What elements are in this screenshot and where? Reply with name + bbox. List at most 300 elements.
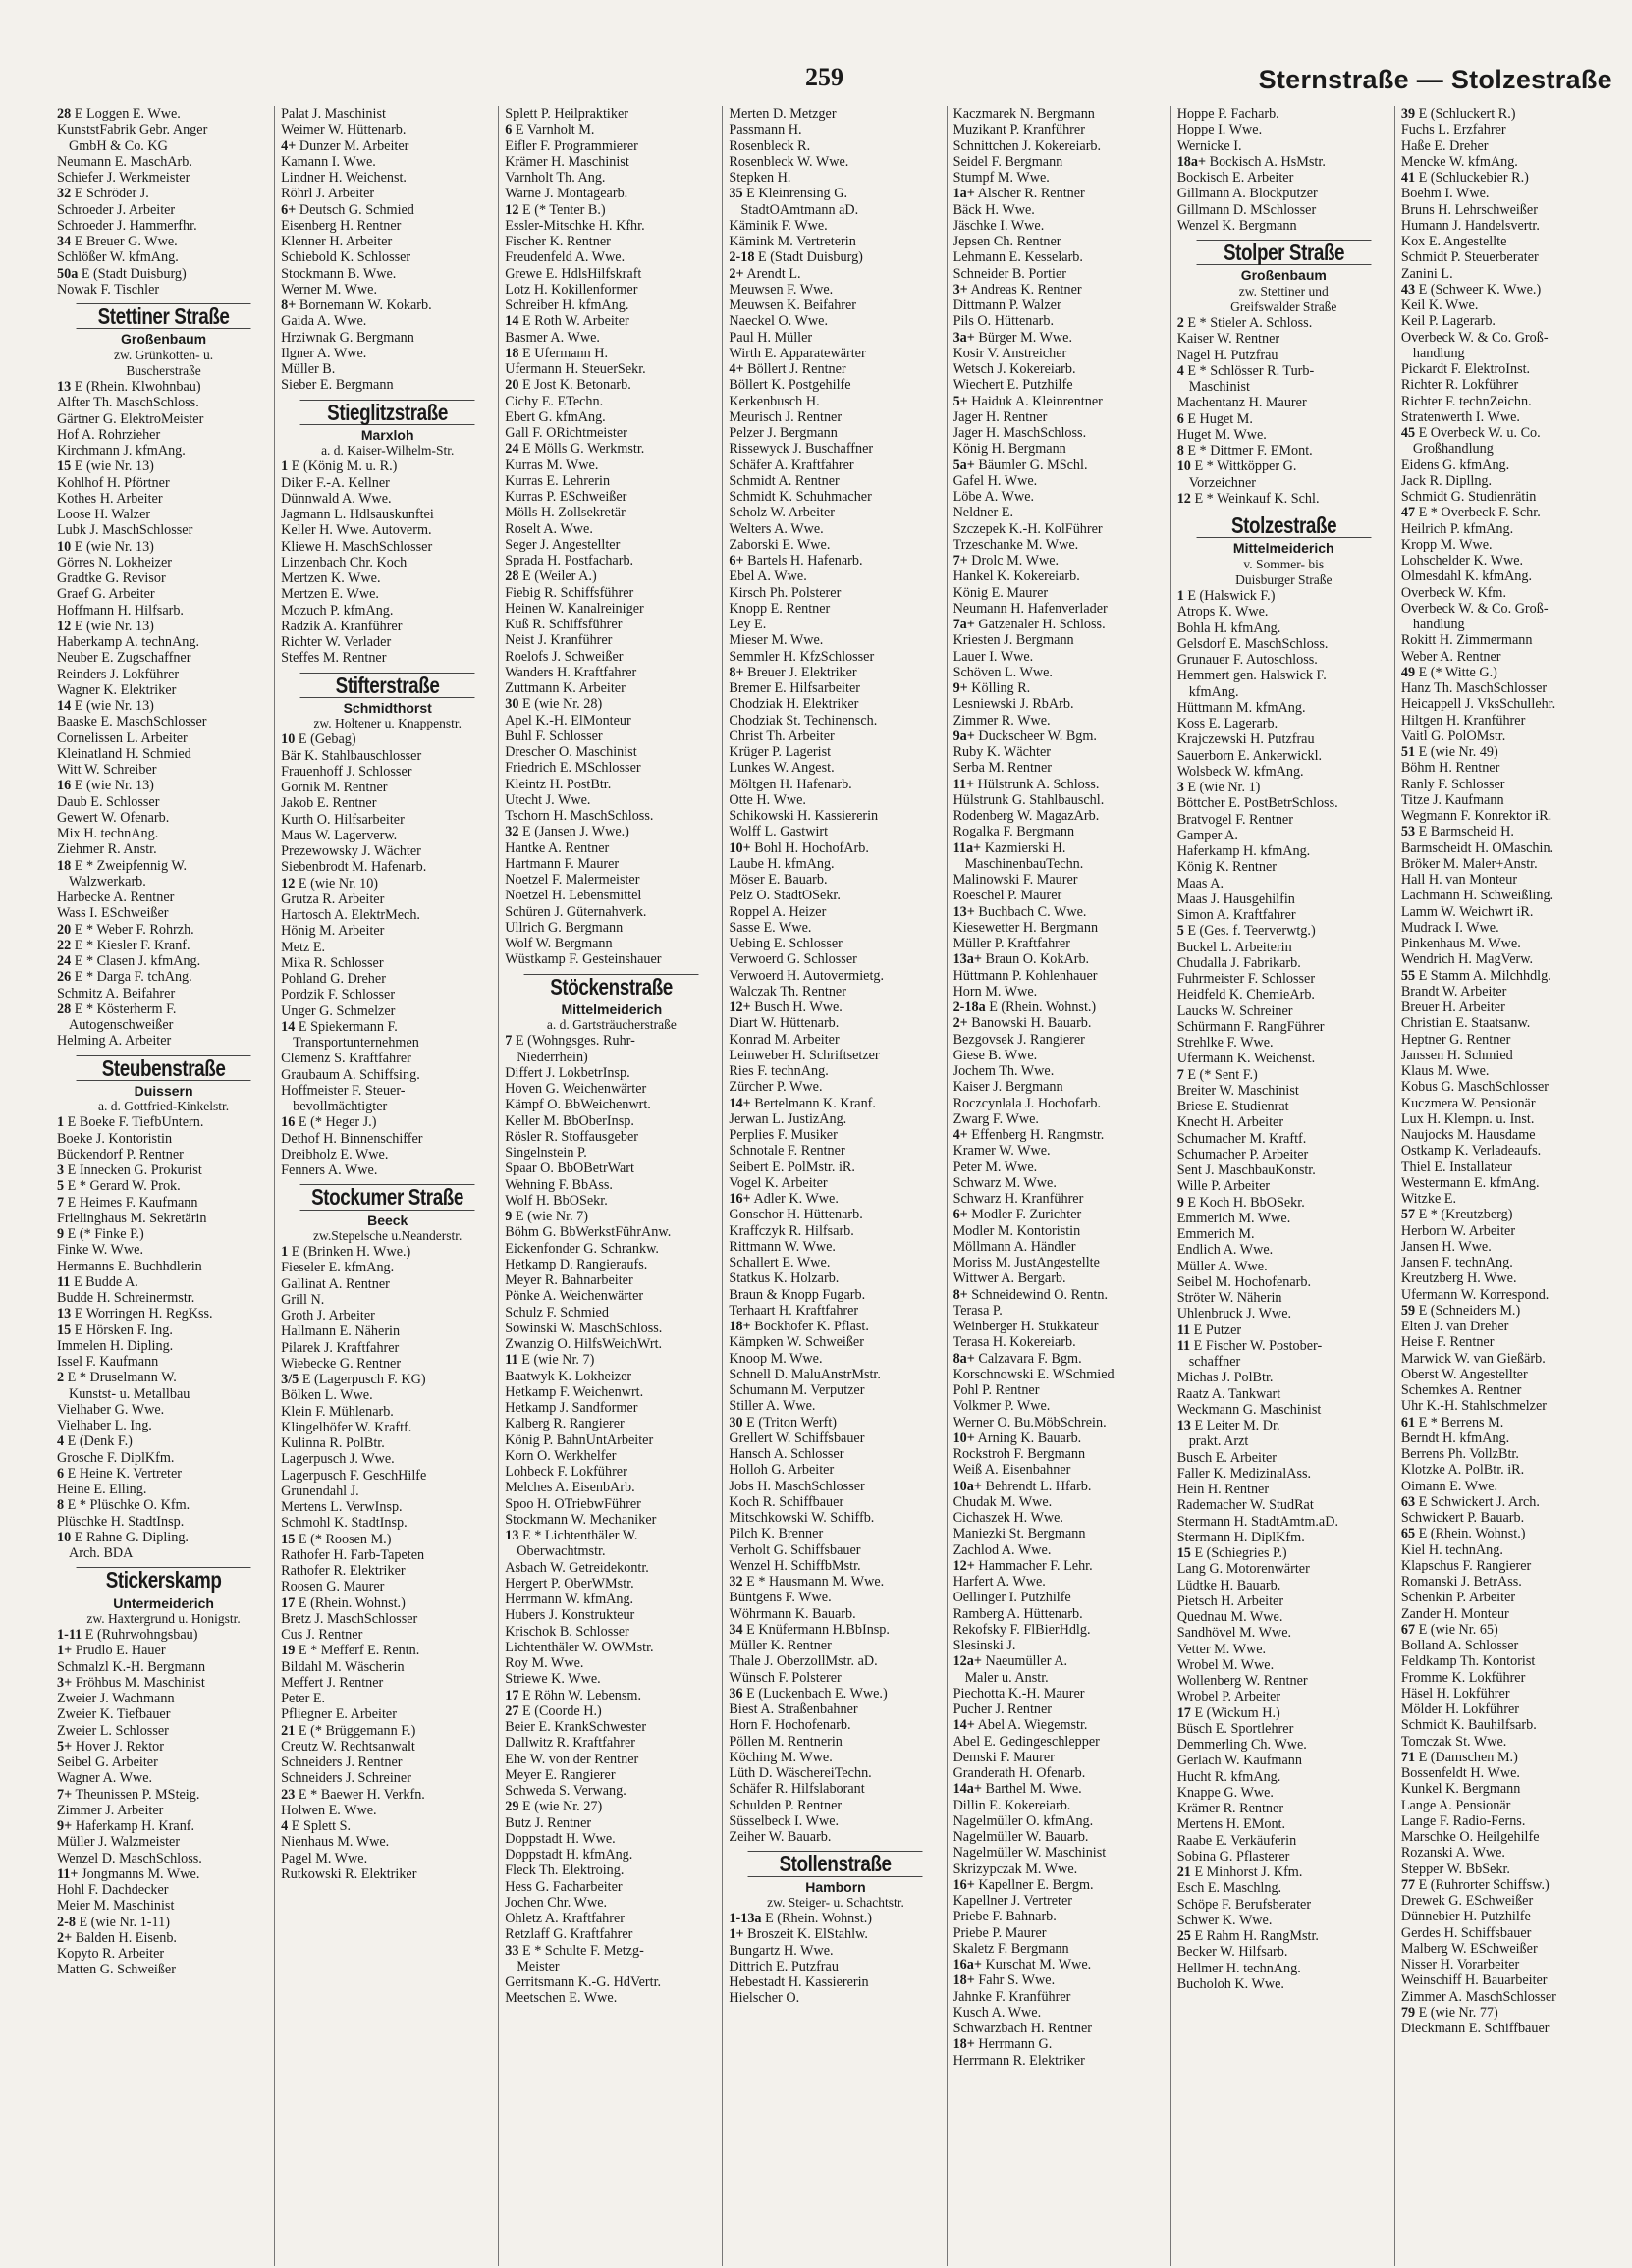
directory-entry <box>1177 1514 1390 1530</box>
entry-text: Bremer E. Hilfsarbeiter <box>729 680 860 696</box>
directory-entry <box>1177 1259 1390 1274</box>
entry-text: Fuchs L. Erzfahrer <box>1400 122 1506 138</box>
entry-text: E (Rhein. Wohnst.) <box>765 1911 873 1926</box>
entry-text: E (wie Nr. 65) <box>1418 1621 1498 1638</box>
directory-entry <box>505 1496 718 1512</box>
directory-entry <box>1401 330 1614 346</box>
directory-entry <box>57 1290 270 1306</box>
house-number: 20 <box>57 921 72 938</box>
entry-text: Lichtenthäler W. OWMstr. <box>505 1639 654 1655</box>
entry-text: Diker F.-A. Kellner <box>281 474 390 491</box>
house-number: 30 <box>505 696 519 713</box>
entry-text: Gafel H. Wwe. <box>952 472 1038 489</box>
entry-text: Kalberg R. Rangierer <box>505 1416 625 1432</box>
entry-text: Wenzel D. MaschSchloss. <box>57 1850 202 1866</box>
house-number: 2 <box>57 1370 65 1386</box>
directory-entry <box>281 170 494 186</box>
directory-entry <box>729 505 942 520</box>
directory-entry <box>953 1223 1167 1239</box>
entry-text: E (Brinken H. Wwe.) <box>291 1244 411 1260</box>
directory-entry <box>953 936 1167 951</box>
directory-entry <box>729 154 942 170</box>
directory-entry <box>1401 1111 1614 1127</box>
entry-text: Hantke A. Rentner <box>505 839 610 856</box>
directory-entry <box>953 1829 1167 1845</box>
directory-entry <box>953 2005 1167 2021</box>
directory-entry <box>57 810 270 826</box>
directory-entry <box>1401 1909 1614 1924</box>
entry-text: Stepken H. <box>729 170 791 186</box>
entry-text: Esch E. Maschlng. <box>1176 1880 1282 1897</box>
directory-entry <box>1401 777 1614 792</box>
directory-entry <box>729 632 942 648</box>
house-number: 34 <box>57 234 72 249</box>
directory-entry <box>1401 282 1614 297</box>
directory-entry <box>1401 1287 1614 1303</box>
house-number: 17 <box>505 1687 519 1703</box>
entry-text: Dünnwald A. Wwe. <box>281 490 392 507</box>
entry-text: Lunkes W. Angest. <box>729 760 835 777</box>
directory-entry <box>1401 1750 1614 1765</box>
directory-entry <box>1401 1606 1614 1622</box>
entry-text: Prezewowsky J. Wächter <box>281 843 421 859</box>
entry-text: Becker W. Hilfsarb. <box>1176 1944 1288 1961</box>
entry-text: StadtOAmtmann aD. <box>740 201 859 218</box>
entry-text: E (wie Nr. 13) <box>74 459 154 475</box>
house-number: 12 <box>505 201 519 218</box>
entry-text: Rosenbleck R. <box>729 137 811 154</box>
house-number: 63 <box>1400 1493 1416 1510</box>
entry-text: Weiß A. Eisenbahner <box>952 1462 1071 1479</box>
entry-text: Schenkin P. Arbeiter <box>1400 1590 1516 1606</box>
directory-entry <box>729 377 942 393</box>
entry-text: E Jost K. Betonarb. <box>522 377 631 394</box>
entry-text: Kulinna R. PolBtr. <box>281 1435 385 1451</box>
entry-text: E (wie Nr. 28) <box>522 696 603 713</box>
directory-entry <box>1177 1864 1390 1880</box>
directory-entry <box>953 1941 1167 1957</box>
entry-text: E (Denk F.) <box>67 1433 133 1450</box>
directory-entry <box>57 379 270 395</box>
entry-text: E * Overbeck F. Schr. <box>1418 505 1541 521</box>
entry-text: Walzwerkarb. <box>69 873 146 890</box>
entry-text: Breuer J. Elektriker <box>747 664 857 680</box>
house-number: 59 <box>1400 1302 1416 1319</box>
entry-text: Hess G. Facharbeiter <box>505 1878 623 1895</box>
entry-text: Schumann M. Verputzer <box>729 1382 865 1398</box>
house-number: 13+ <box>952 903 975 920</box>
directory-entry <box>729 521 942 537</box>
directory-entry <box>1177 1880 1390 1896</box>
house-number: 14a+ <box>952 1781 982 1798</box>
directory-entry <box>505 632 718 648</box>
entry-text: Schiebold K. Schlosser <box>281 249 411 266</box>
directory-entry <box>729 1574 942 1590</box>
entry-text: Pohl P. Rentner <box>952 1382 1040 1398</box>
entry-text: Harbecke A. Rentner <box>57 890 175 905</box>
directory-entry <box>1401 346 1614 361</box>
entry-text: Frielinghaus M. Sekretärin <box>57 1210 207 1226</box>
entry-text: Wiechert E. Putzhilfe <box>952 377 1073 394</box>
entry-text: Zweier L. Schlosser <box>57 1722 169 1739</box>
directory-entry <box>953 856 1167 872</box>
entry-text: Cichy E. ETechn. <box>505 393 604 409</box>
directory-entry <box>953 1015 1167 1031</box>
directory-entry <box>1401 1096 1614 1111</box>
entry-text: GmbH & Co. KG <box>69 137 168 154</box>
entry-text: E Röhn W. Lebensm. <box>522 1687 641 1703</box>
directory-entry <box>57 1545 270 1561</box>
entry-text: Käminik F. Wwe. <box>729 217 828 234</box>
directory-entry <box>1401 1925 1614 1941</box>
entry-text: KunststFabrik Gebr. Anger <box>57 122 208 138</box>
directory-entry <box>57 1418 270 1433</box>
house-number: 9+ <box>57 1818 73 1834</box>
directory-entry <box>57 667 270 682</box>
directory-entry <box>1401 1877 1614 1893</box>
directory-entry <box>729 1974 942 1990</box>
entry-text: Meister <box>517 1958 560 1974</box>
directory-entry <box>953 1701 1167 1717</box>
entry-text: Cus J. Rentner <box>281 1627 363 1643</box>
entry-text: Jepsen Ch. Rentner <box>952 234 1061 249</box>
entry-text: E (wie Nr. 7) <box>521 1352 595 1369</box>
directory-entry <box>505 1990 718 2006</box>
entry-text: E * Stieler A. Schloss. <box>1187 315 1313 331</box>
entry-text: E (* Sent F.) <box>1187 1066 1258 1083</box>
directory-entry <box>729 313 942 329</box>
directory-entry <box>1177 1849 1390 1864</box>
directory-entry <box>57 154 270 170</box>
directory-entry <box>57 1482 270 1497</box>
directory-entry <box>281 1114 494 1130</box>
directory-entry <box>1177 1370 1390 1385</box>
directory-entry <box>281 1643 494 1658</box>
entry-text: Maus W. Lagerverw. <box>281 827 398 843</box>
entry-text: Dethof H. Binnenschiffer <box>281 1130 423 1147</box>
entry-text: E (wie Nr. 13) <box>74 698 154 714</box>
directory-entry <box>1177 1913 1390 1928</box>
entry-text: E (Schneiders M.) <box>1418 1302 1521 1319</box>
entry-text: Böllert J. Rentner <box>747 361 846 377</box>
entry-text: E * Kiesler F. Kranf. <box>74 937 190 953</box>
house-number: 9 <box>57 1226 65 1242</box>
entry-text: Naeckel O. Wwe. <box>729 313 829 330</box>
entry-text: Sent J. MaschbauKonstr. <box>1176 1162 1316 1178</box>
entry-text: Schwickert P. Bauarb. <box>1400 1510 1525 1526</box>
entry-text: Meetschen E. Wwe. <box>505 1990 618 2007</box>
directory-entry <box>1401 904 1614 920</box>
entry-text: Süsselbeck I. Wwe. <box>729 1812 840 1829</box>
directory-entry <box>729 1111 942 1127</box>
entry-text: Maniezki St. Bergmann <box>952 1526 1086 1542</box>
house-number: 16 <box>57 778 72 794</box>
street-description: v. Sommer- bis <box>1243 556 1325 571</box>
entry-text: Pfliegner E. Arbeiter <box>281 1706 397 1723</box>
house-number: 9 <box>505 1209 513 1224</box>
entry-text: Dittmann P. Walzer <box>952 297 1061 313</box>
directory-entry <box>1401 1032 1614 1048</box>
directory-entry <box>57 491 270 507</box>
entry-text: Niederrhein) <box>517 1049 588 1065</box>
house-number: 7a+ <box>952 617 975 632</box>
entry-text: E Minhorst J. Kfm. <box>1194 1864 1303 1880</box>
entry-text: E * Schulte F. Metzg- <box>522 1942 644 1959</box>
directory-entry <box>281 1675 494 1691</box>
house-number: 4+ <box>281 137 297 154</box>
entry-text: Röhrl J. Arbeiter <box>281 186 375 202</box>
house-number: 7 <box>1176 1066 1184 1083</box>
entry-text: E Kleinrensing G. <box>746 186 847 202</box>
directory-entry <box>729 409 942 425</box>
directory-entry <box>281 282 494 297</box>
directory-entry <box>1401 649 1614 665</box>
directory-entry <box>57 1402 270 1418</box>
directory-entry <box>281 266 494 282</box>
entry-text: Hoppe P. Facharb. <box>1176 106 1279 122</box>
entry-text: Tschorn H. MaschSchloss. <box>505 808 654 824</box>
entry-text: Herrmann R. Elektriker <box>952 2052 1085 2069</box>
directory-entry <box>729 1590 942 1605</box>
entry-text: Keller H. Wwe. Autoverm. <box>281 522 432 539</box>
house-number: 12 <box>281 875 296 891</box>
directory-entry <box>1177 1147 1390 1162</box>
entry-text: Slesinski J. <box>952 1638 1016 1653</box>
entry-text: Deutsch G. Schmied <box>299 201 414 218</box>
house-number: 16a+ <box>952 1957 982 1972</box>
directory-entry <box>729 330 942 346</box>
directory-entry <box>1177 1242 1390 1258</box>
directory-entry <box>505 1783 718 1799</box>
directory-entry <box>1401 856 1614 872</box>
directory-entry <box>1401 1048 1614 1063</box>
district-name: Schmidthorst <box>343 699 432 716</box>
directory-entry <box>505 1815 718 1831</box>
entry-text: Eidens G. kfmAng. <box>1400 457 1510 473</box>
entry-text: Elten J. van Dreher <box>1400 1319 1509 1334</box>
entry-text: Frauenhoff J. Schlosser <box>281 763 412 780</box>
entry-text: Neist J. Kranführer <box>505 632 613 649</box>
directory-entry <box>57 682 270 698</box>
directory-entry <box>1177 1816 1390 1832</box>
entry-text: Pucher J. Rentner <box>952 1701 1053 1717</box>
directory-entry <box>1401 760 1614 776</box>
directory-entry <box>281 1515 494 1531</box>
directory-entry <box>1177 731 1390 747</box>
entry-text: Ebert G. kfmAng. <box>505 408 606 425</box>
directory-entry <box>953 1798 1167 1813</box>
entry-text: Kraffczyk R. Hilfsarb. <box>729 1222 854 1239</box>
entry-text: Ohletz A. Kraftfahrer <box>505 1911 625 1926</box>
entry-text: Thale J. OberzollMstr. aD. <box>729 1653 878 1670</box>
entry-text: Ramberg A. Hüttenarb. <box>952 1605 1083 1622</box>
directory-entry <box>1177 154 1390 170</box>
directory-entry <box>505 680 718 696</box>
entry-text: Bockhofer K. Pflast. <box>754 1319 869 1334</box>
entry-text: Drescher O. Maschinist <box>505 744 637 760</box>
directory-entry <box>953 585 1167 601</box>
directory-entry <box>729 1526 942 1541</box>
entry-text: Sieber E. Bergmann <box>281 377 394 394</box>
directory-entry <box>729 249 942 265</box>
directory-entry <box>1401 1813 1614 1829</box>
entry-text: Duckscheer W. Bgm. <box>978 728 1097 744</box>
entry-text: Fleck Th. Elektroing. <box>505 1863 625 1879</box>
entry-text: Mölls H. Zollsekretär <box>505 505 626 521</box>
directory-entry <box>953 1319 1167 1334</box>
entry-text: E * Baewer H. Verkfn. <box>298 1786 425 1803</box>
entry-text: Abel E. Gedingeschlepper <box>952 1733 1100 1750</box>
directory-entry <box>1401 617 1614 632</box>
directory-entry <box>1177 202 1390 218</box>
entry-text: Lachmann H. Schweißling. <box>1400 888 1554 904</box>
directory-entry <box>281 1723 494 1739</box>
directory-entry <box>1177 828 1390 843</box>
entry-text: Großhandlung <box>1412 441 1494 458</box>
directory-entry <box>1177 1961 1390 1976</box>
entry-text: Atrops K. Wwe. <box>1176 604 1269 621</box>
entry-text: Abel A. Wiegemstr. <box>977 1717 1088 1734</box>
entry-text: E Worringen H. RegKss. <box>74 1306 213 1323</box>
directory-entry <box>1401 2005 1614 2021</box>
house-number: 26 <box>57 969 72 986</box>
entry-text: Effenberg H. Rangmstr. <box>971 1127 1105 1143</box>
directory-entry <box>57 922 270 938</box>
directory-entry <box>57 1017 270 1033</box>
directory-entry <box>281 249 494 265</box>
directory-entry <box>729 1239 942 1255</box>
house-number: 12a+ <box>952 1653 982 1670</box>
directory-entry <box>57 1627 270 1643</box>
entry-text: Dunzer M. Arbeiter <box>299 137 409 154</box>
directory-entry <box>953 377 1167 393</box>
directory-entry <box>953 1334 1167 1350</box>
directory-entry <box>729 920 942 936</box>
entry-text: Verwoerd H. Autovermietg. <box>729 967 885 984</box>
entry-text: Mertzen E. Wwe. <box>281 586 379 603</box>
street-heading: Stolper Straße <box>1196 240 1371 265</box>
house-number: 12 <box>57 618 72 634</box>
house-number: 16 <box>281 1114 296 1131</box>
entry-text: Breiter W. Maschinist <box>1176 1082 1299 1099</box>
entry-text: Roselt A. Wwe. <box>505 520 593 537</box>
entry-text: Fiebig R. Schiffsführer <box>505 584 634 601</box>
directory-entry <box>1401 1127 1614 1143</box>
directory-entry <box>505 377 718 393</box>
entry-text: Apel K.-H. ElMonteur <box>505 712 631 729</box>
directory-entry <box>953 1717 1167 1733</box>
directory-entry <box>505 1895 718 1911</box>
entry-text: Haße E. Dreher <box>1400 137 1489 154</box>
entry-text: E (Stadt Duisburg) <box>757 249 863 266</box>
entry-text: Lesniewski J. RbArb. <box>952 696 1074 713</box>
entry-text: E * Clasen J. kfmAng. <box>74 953 201 969</box>
entry-text: Kiesewetter H. Bergmann <box>952 919 1099 936</box>
directory-entry <box>57 1147 270 1162</box>
directory-entry <box>505 313 718 329</box>
house-number: 21 <box>1176 1864 1191 1880</box>
directory-entry <box>281 218 494 234</box>
entry-text: Semmler H. KfzSchlosser <box>729 648 875 665</box>
entry-text: Meuwsen F. Wwe. <box>729 281 834 297</box>
directory-entry <box>953 904 1167 920</box>
entry-text: Neuber E. Zugschaffner <box>57 650 191 667</box>
directory-entry <box>505 1288 718 1304</box>
entry-text: Bucholoh K. Wwe. <box>1176 1975 1284 1992</box>
entry-text: Krüger P. Lagerist <box>729 744 832 760</box>
directory-entry <box>1177 1976 1390 1992</box>
directory-entry <box>729 1431 942 1446</box>
house-number: 14 <box>57 698 72 714</box>
entry-text: Weimer W. Hüttenarb. <box>281 122 407 138</box>
house-number: 18 <box>505 345 519 361</box>
directory-entry <box>1177 1323 1390 1338</box>
directory-entry <box>953 1765 1167 1781</box>
directory-entry <box>1401 1638 1614 1653</box>
entry-text: Wiebecke G. Rentner <box>281 1355 402 1372</box>
entry-text: König P. BahnUntArbeiter <box>505 1431 654 1448</box>
directory-entry <box>1401 744 1614 760</box>
directory-entry <box>281 891 494 907</box>
house-number: 1 <box>1176 588 1184 604</box>
directory-entry <box>1177 1737 1390 1753</box>
entry-text: Neumann E. MaschArb. <box>57 153 192 170</box>
directory-entry <box>505 1352 718 1368</box>
entry-text: Hohl F. Dachdecker <box>57 1882 169 1898</box>
house-number: 8+ <box>729 664 744 680</box>
house-number: 32 <box>505 824 519 840</box>
directory-entry <box>505 1974 718 1990</box>
directory-entry <box>729 999 942 1015</box>
directory-entry <box>953 1446 1167 1462</box>
directory-entry <box>953 1813 1167 1829</box>
entry-text: Noetzel H. Lebensmittel <box>505 888 642 904</box>
entry-text: Verholt G. Schiffsbauer <box>729 1541 861 1558</box>
entry-text: Humann J. Handelsvertr. <box>1400 217 1540 234</box>
entry-text: Harfert A. Wwe. <box>952 1574 1046 1590</box>
directory-entry <box>505 1863 718 1878</box>
directory-entry <box>281 1532 494 1547</box>
directory-entry <box>953 266 1167 282</box>
directory-entry <box>729 1781 942 1797</box>
directory-entry <box>505 1448 718 1464</box>
directory-entry <box>953 617 1167 632</box>
entry-text: Roosen G. Maurer <box>281 1579 385 1595</box>
entry-text: Richter R. Lokführer <box>1400 377 1519 394</box>
directory-entry <box>953 1096 1167 1111</box>
directory-entry <box>1401 1351 1614 1367</box>
house-number: 19 <box>281 1643 296 1659</box>
house-number: 2-18 <box>729 249 755 266</box>
entry-text: Schöven L. Wwe. <box>952 664 1053 680</box>
directory-entry <box>505 760 718 776</box>
directory-entry <box>729 1959 942 1974</box>
entry-text: Grill N. <box>281 1291 325 1308</box>
directory-entry <box>729 138 942 154</box>
entry-text: Laube H. kfmAng. <box>729 855 835 872</box>
directory-entry <box>1401 1701 1614 1717</box>
directory-entry <box>1177 1083 1390 1099</box>
entry-text: Dreibholz E. Wwe. <box>281 1146 389 1162</box>
directory-entry <box>1177 1928 1390 1944</box>
entry-text: Haferkamp H. Kranf. <box>75 1818 195 1834</box>
entry-text: E (Rhein. Klwohnbau) <box>74 379 201 395</box>
directory-entry <box>281 555 494 570</box>
directory-entry <box>505 1480 718 1495</box>
house-number: 11 <box>1176 1337 1191 1354</box>
entry-text: Ufermann K. Weichenst. <box>1176 1051 1316 1067</box>
entry-text: Schnittchen J. Kokereiarb. <box>952 137 1102 154</box>
